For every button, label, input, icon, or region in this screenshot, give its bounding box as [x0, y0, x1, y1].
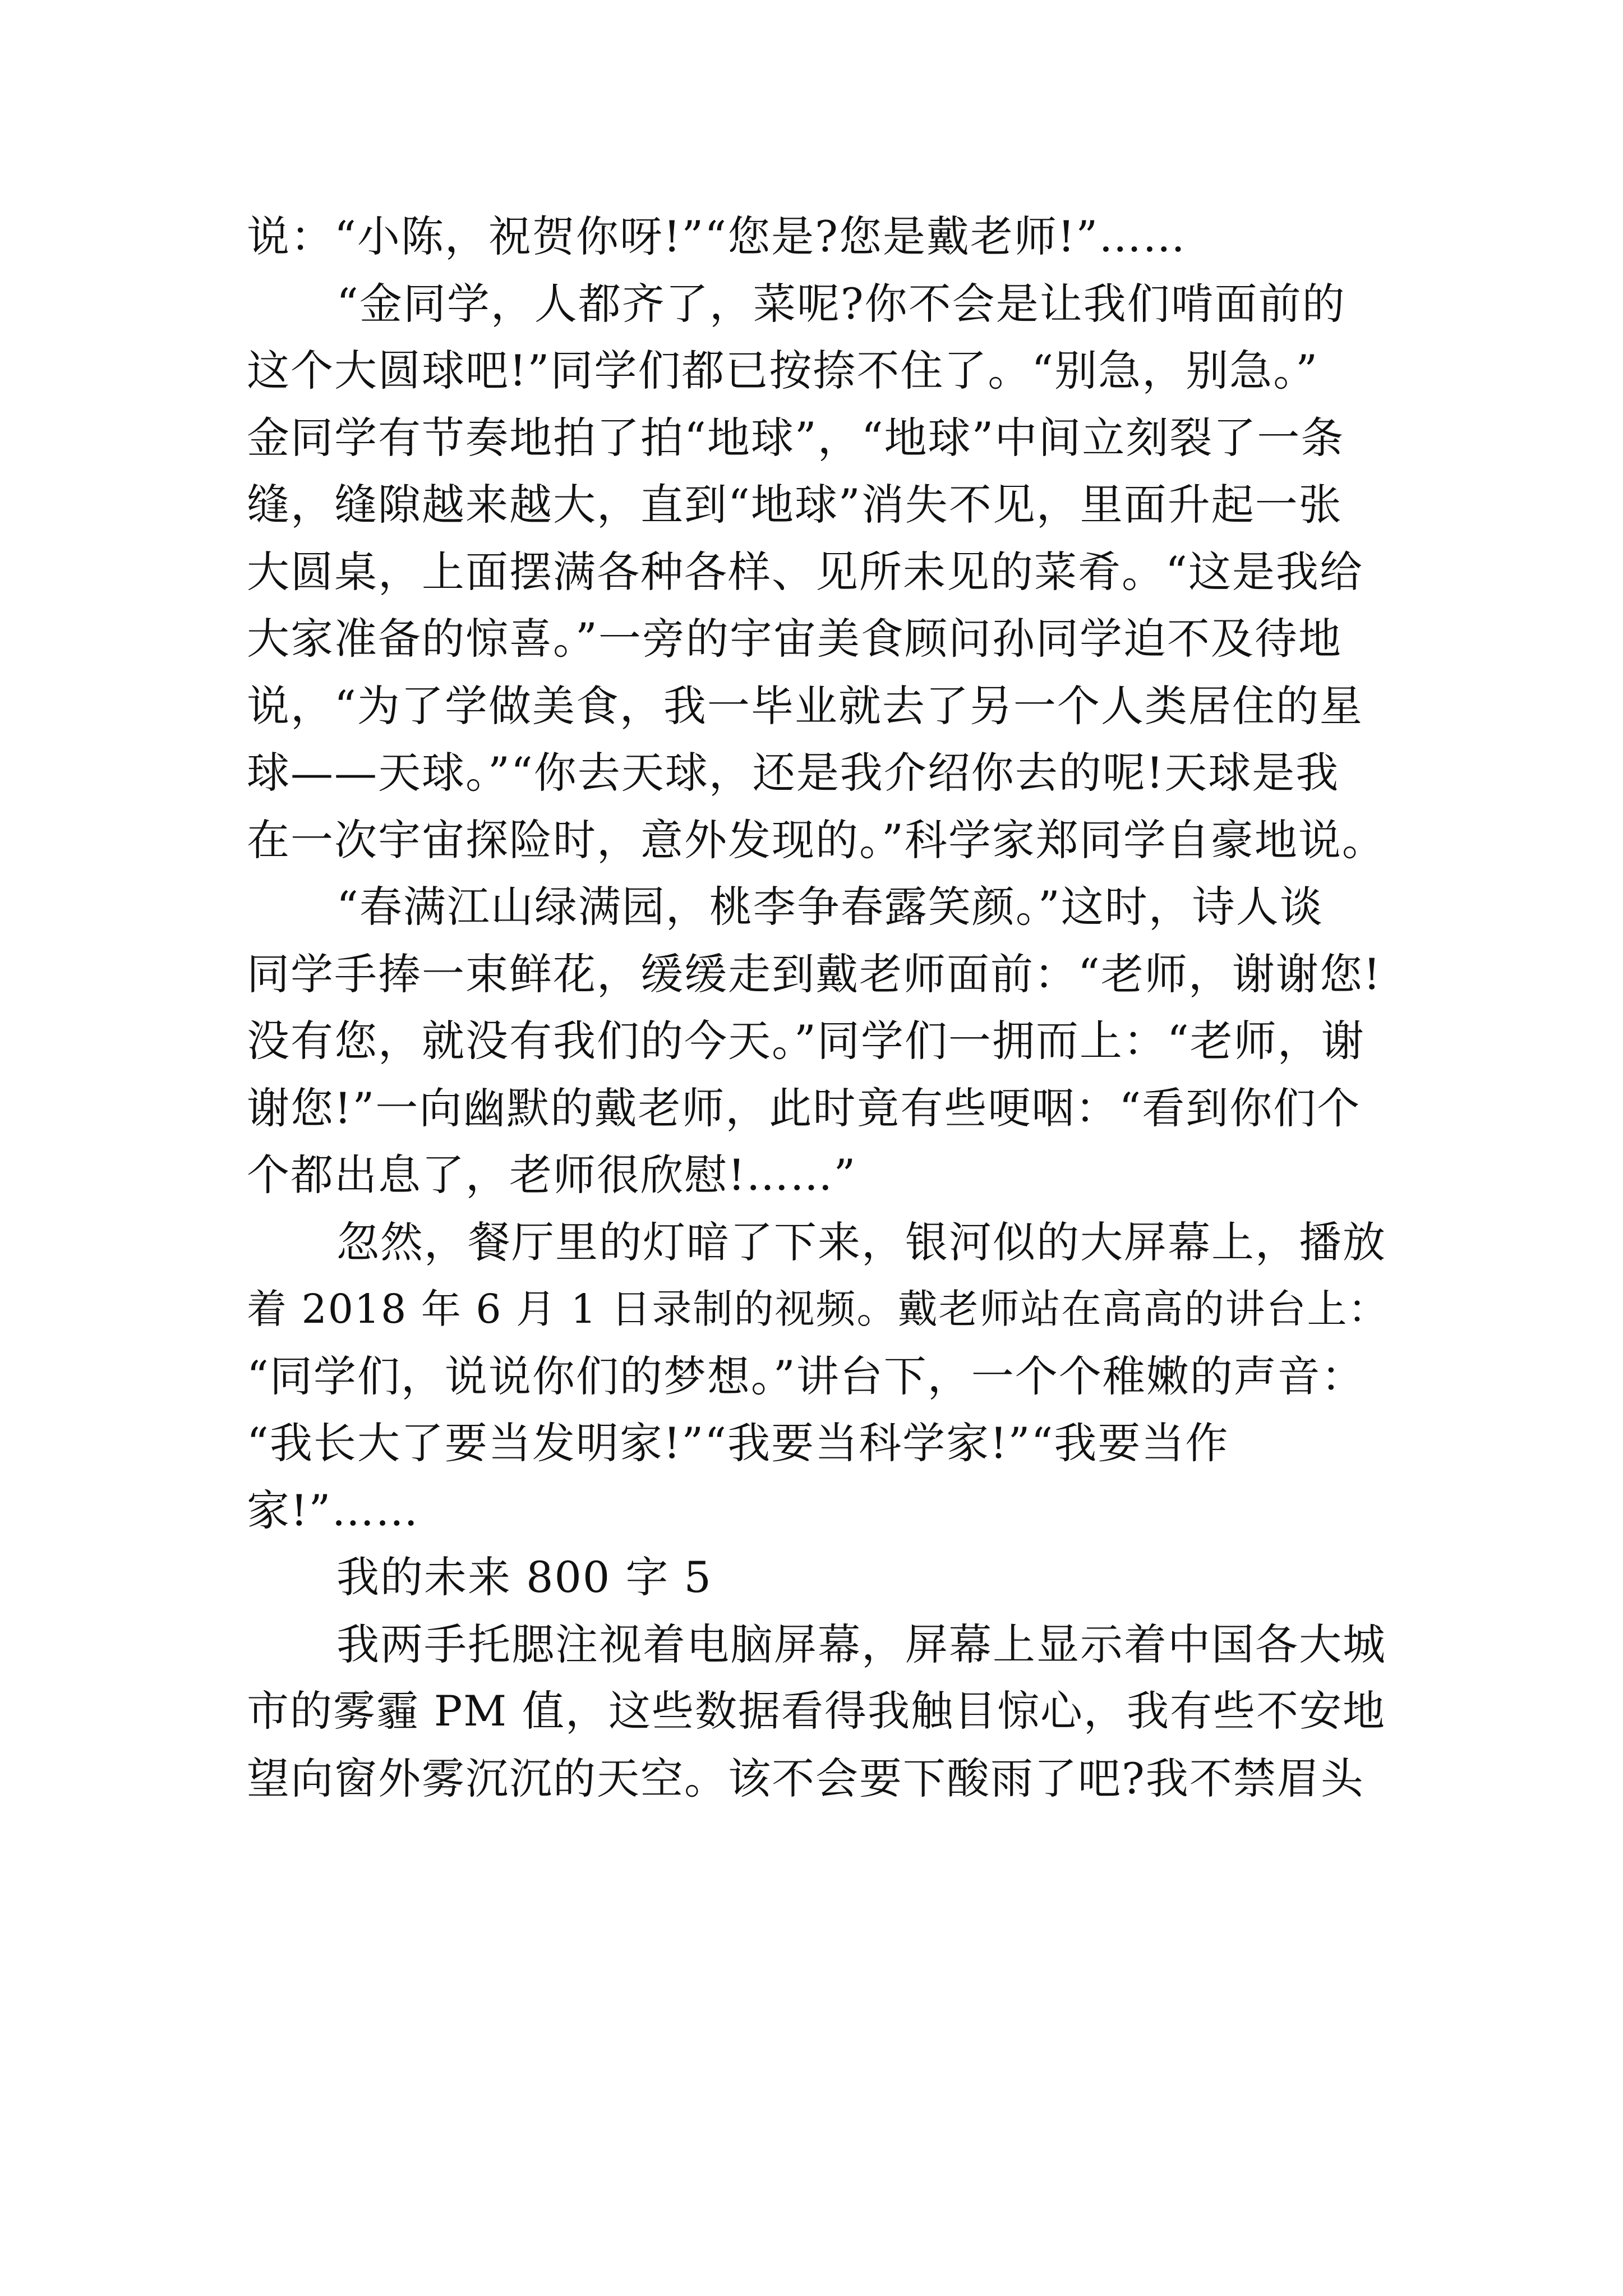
text-line: 望向窗外雾沉沉的天空。该不会要下酸雨了吧?我不禁眉头 — [247, 1753, 1364, 1803]
text-line: 市的雾霾 PM 值，这些数据看得我触目惊心，我有些不安地 — [247, 1686, 1386, 1736]
section-heading: 我的未来 800 字 5 — [336, 1552, 712, 1602]
text-line: 着 2018 年 6 月 1 日录制的视频。戴老师站在高高的讲台上： — [247, 1286, 1389, 1332]
text-line: 缝，缝隙越来越大，直到“地球”消失不见，里面升起一张 — [247, 480, 1343, 530]
text-line: 金同学有节奏地拍了拍“地球”，“地球”中间立刻裂了一条 — [247, 412, 1345, 463]
paragraph-start-line: 忽然，餐厅里的灯暗了下来，银河似的大屏幕上，播放 — [336, 1217, 1386, 1267]
paragraph-start-line: 我两手托腮注视着电脑屏幕，屏幕上显示着中国各大城 — [336, 1619, 1386, 1669]
text-line: “我长大了要当发明家!”“我要当科学家!”“我要当作 — [247, 1418, 1229, 1468]
paragraph-start-line: “金同学，人都齐了，菜呢?你不会是让我们啃面前的 — [336, 278, 1346, 329]
text-line: 这个大圆球吧!”同学们都已按捺不住了。“别急，别急。” — [247, 346, 1319, 395]
paragraph-start-line: “春满江山绿满园，桃李争春露笑颜。”这时，诗人谈 — [336, 882, 1324, 932]
text-line: 说，“为了学做美食，我一毕业就去了另一个人类居住的星 — [247, 680, 1363, 731]
text-line: 家!”…… — [247, 1485, 419, 1535]
text-line: “同学们，说说你们的梦想。”讲台下，一个个稚嫩的声音： — [247, 1351, 1365, 1401]
text-line: 谢您!”一向幽默的戴老师，此时竟有些哽咽：“看到你们个 — [247, 1083, 1361, 1133]
text-line: 个都出息了，老师很欣慰!……” — [247, 1150, 857, 1200]
text-line: 没有您，就没有我们的今天。”同学们一拥而上：“老师，谢 — [247, 1016, 1365, 1066]
text-line: 球——天球。”“你去天球，还是我介绍你去的呢!天球是我 — [247, 748, 1340, 798]
text-line: 说：“小陈，祝贺你呀!”“您是?您是戴老师!”…… — [247, 211, 1187, 261]
document-body — [247, 203, 1391, 1812]
text-line: 在一次宇宙探险时，意外发现的。”科学家郑同学自豪地说。 — [247, 815, 1386, 865]
text-line: 同学手捧一束鲜花，缓缓走到戴老师面前：“老师，谢谢您! — [247, 949, 1382, 999]
text-line: 大圆桌，上面摆满各种各样、见所未见的菜肴。“这是我给 — [247, 546, 1363, 597]
text-line: 大家准备的惊喜。”一旁的宇宙美食顾问孙同学迫不及待地 — [247, 614, 1342, 664]
